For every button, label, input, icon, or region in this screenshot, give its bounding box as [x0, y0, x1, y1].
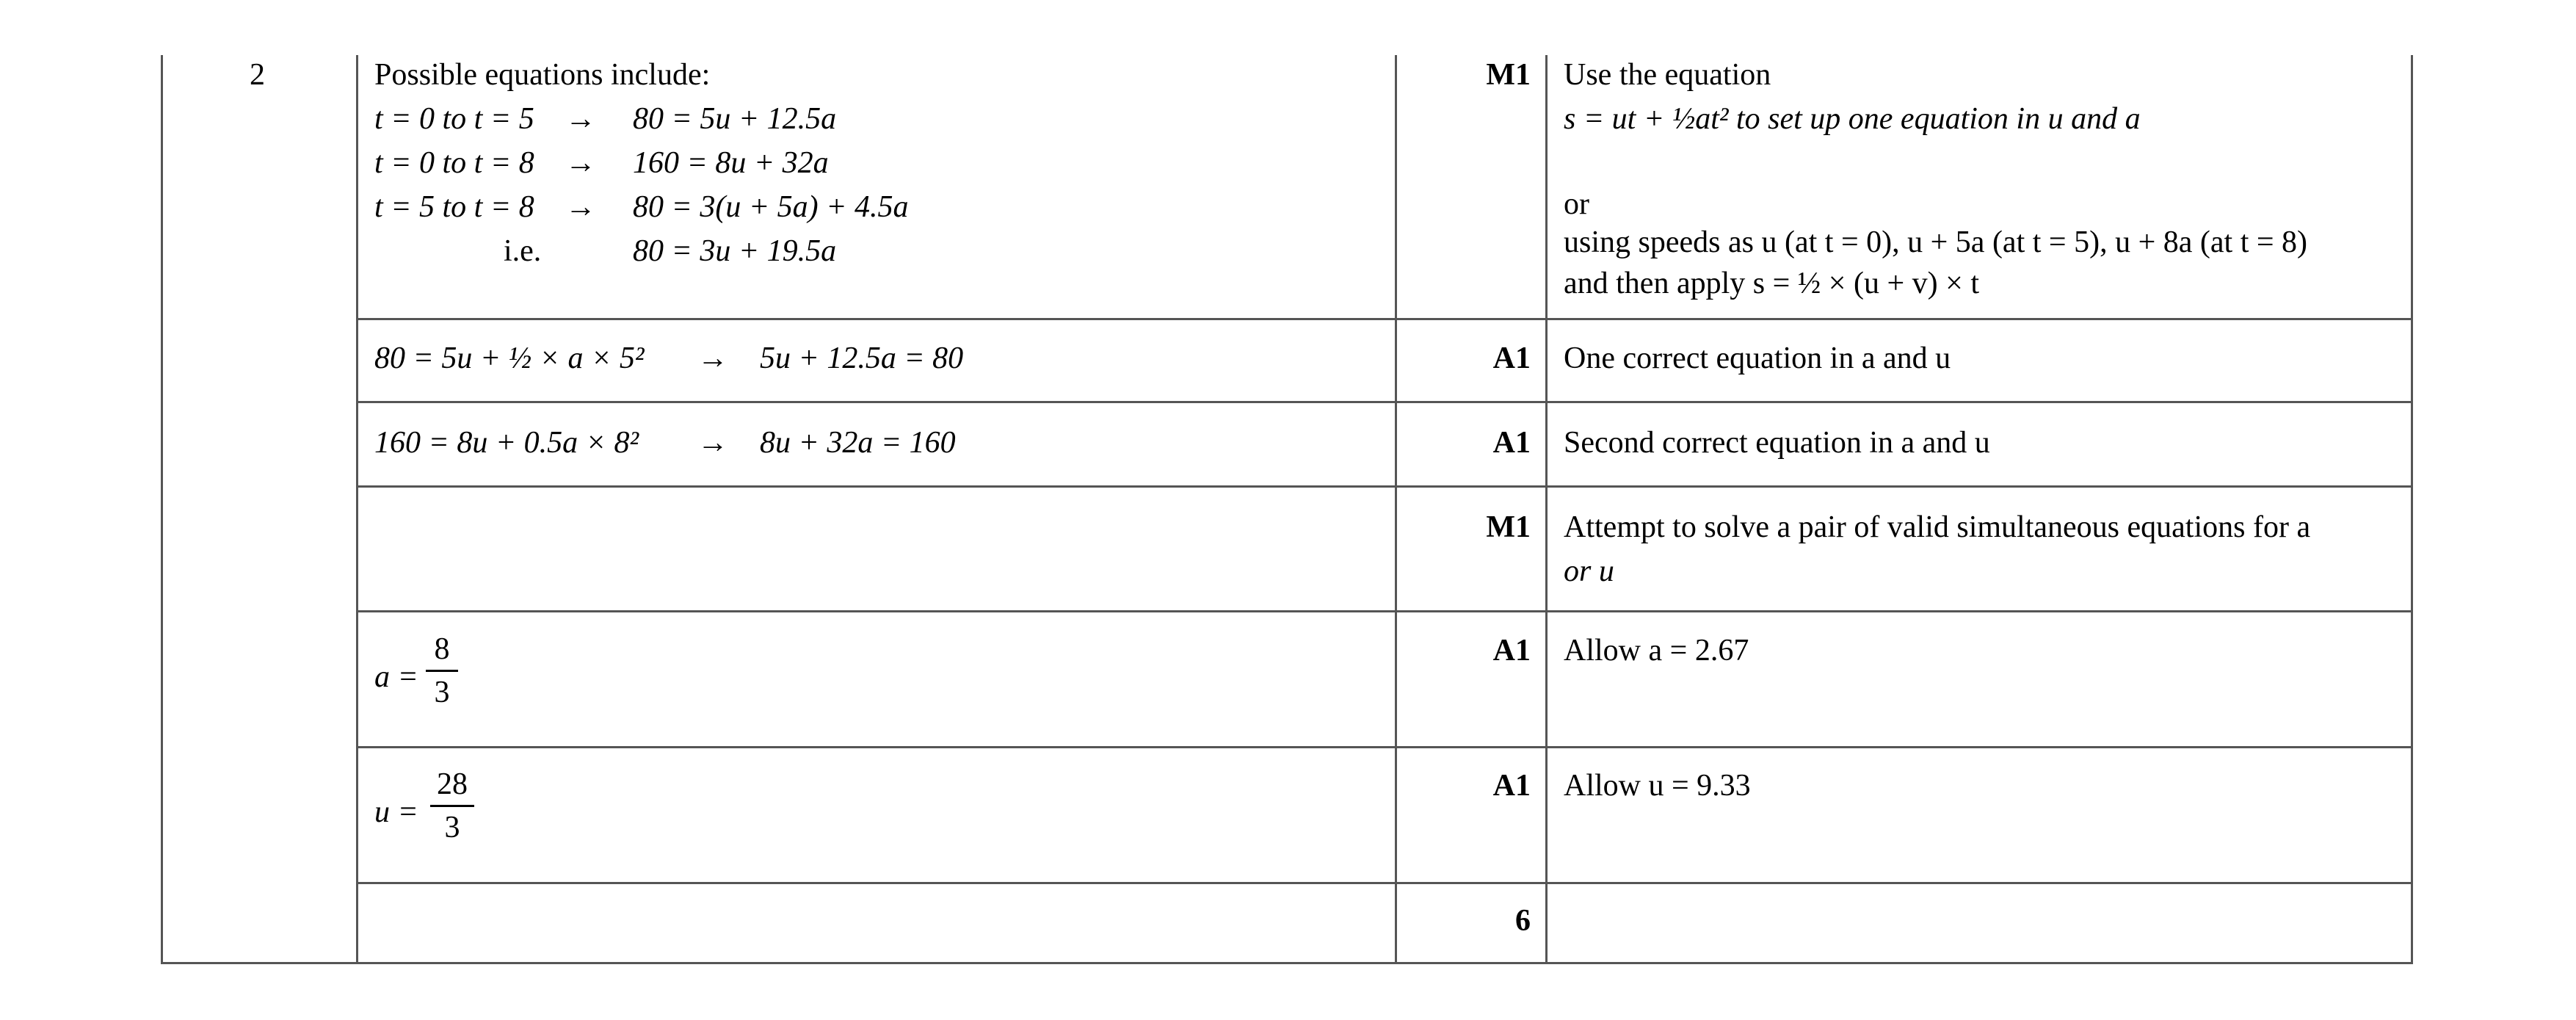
guidance-line: Attempt to solve a pair of valid simultaneous equations for a	[1564, 510, 2311, 544]
mark-code: A1	[1492, 341, 1531, 375]
mark-code: A1	[1492, 426, 1531, 460]
total-marks: 6	[1515, 904, 1531, 938]
fraction-bar	[426, 670, 458, 672]
equation-range: t = 0 to t = 8	[374, 146, 534, 180]
arrow-icon: →	[565, 102, 596, 136]
answer-variable: u =	[374, 795, 418, 829]
row-divider	[356, 882, 2413, 884]
table-border-right	[2411, 55, 2413, 964]
answer-fraction	[430, 765, 474, 847]
arrow-icon: →	[697, 341, 728, 375]
mark-code: M1	[1486, 58, 1531, 92]
arrow-icon: →	[565, 190, 596, 224]
fraction-numerator: 28	[437, 767, 468, 801]
mark-code: A1	[1492, 634, 1531, 668]
answer-fraction	[426, 630, 458, 712]
fraction-denominator: 3	[434, 676, 450, 709]
row-divider	[356, 401, 2413, 403]
arrow-icon: →	[565, 146, 596, 180]
row-divider	[356, 485, 2413, 488]
answer-working: 160 = 8u + 0.5a × 8²	[374, 426, 639, 460]
fraction-numerator: 8	[434, 632, 450, 666]
equation-text: 80 = 3(u + 5a) + 4.5a	[633, 190, 909, 224]
column-divider-answer	[356, 55, 358, 964]
row-divider	[356, 318, 2413, 320]
row-divider	[356, 746, 2413, 748]
guidance-line: or u	[1564, 554, 1614, 588]
table-border-bottom	[161, 962, 2413, 964]
answer-result: 5u + 12.5a = 80	[760, 341, 964, 375]
fraction-bar	[430, 805, 474, 807]
equation-text: 80 = 5u + 12.5a	[633, 102, 837, 136]
guidance-line: or	[1564, 187, 1589, 221]
answer-result: 8u + 32a = 160	[760, 426, 956, 460]
guidance-line: and then apply s = ½ × (u + v) × t	[1564, 267, 1979, 300]
mark-code: M1	[1486, 510, 1531, 544]
equation-range: t = 0 to t = 5	[374, 102, 534, 136]
question-number: 2	[250, 58, 265, 92]
row-divider	[356, 610, 2413, 612]
equation-text: 80 = 3u + 19.5a	[633, 234, 837, 268]
fraction-denominator: 3	[444, 811, 460, 844]
table-border-left	[161, 55, 163, 964]
guidance-line: Second correct equation in a and u	[1564, 426, 1990, 460]
equation-range: i.e.	[504, 234, 542, 268]
guidance-line: Use the equation	[1564, 58, 1771, 92]
guidance-line: Allow u = 9.33	[1564, 769, 1751, 803]
mark-code: A1	[1492, 769, 1531, 803]
equation-text: 160 = 8u + 32a	[633, 146, 829, 180]
guidance-line: s = ut + ½at² to set up one equation in u and a	[1564, 102, 2141, 136]
intro-text: Possible equations include:	[374, 58, 711, 92]
answer-variable: a =	[374, 660, 418, 694]
column-divider-marks	[1395, 55, 1397, 964]
column-divider-guidance	[1545, 55, 1548, 964]
guidance-line: Allow a = 2.67	[1564, 634, 1749, 668]
answer-working: 80 = 5u + ½ × a × 5²	[374, 341, 645, 375]
guidance-line: One correct equation in a and u	[1564, 341, 1951, 375]
arrow-icon: →	[697, 426, 728, 460]
equation-range: t = 5 to t = 8	[374, 190, 534, 224]
guidance-line: using speeds as u (at t = 0), u + 5a (at t = 5), u + 8a (at t = 8)	[1564, 225, 2308, 259]
